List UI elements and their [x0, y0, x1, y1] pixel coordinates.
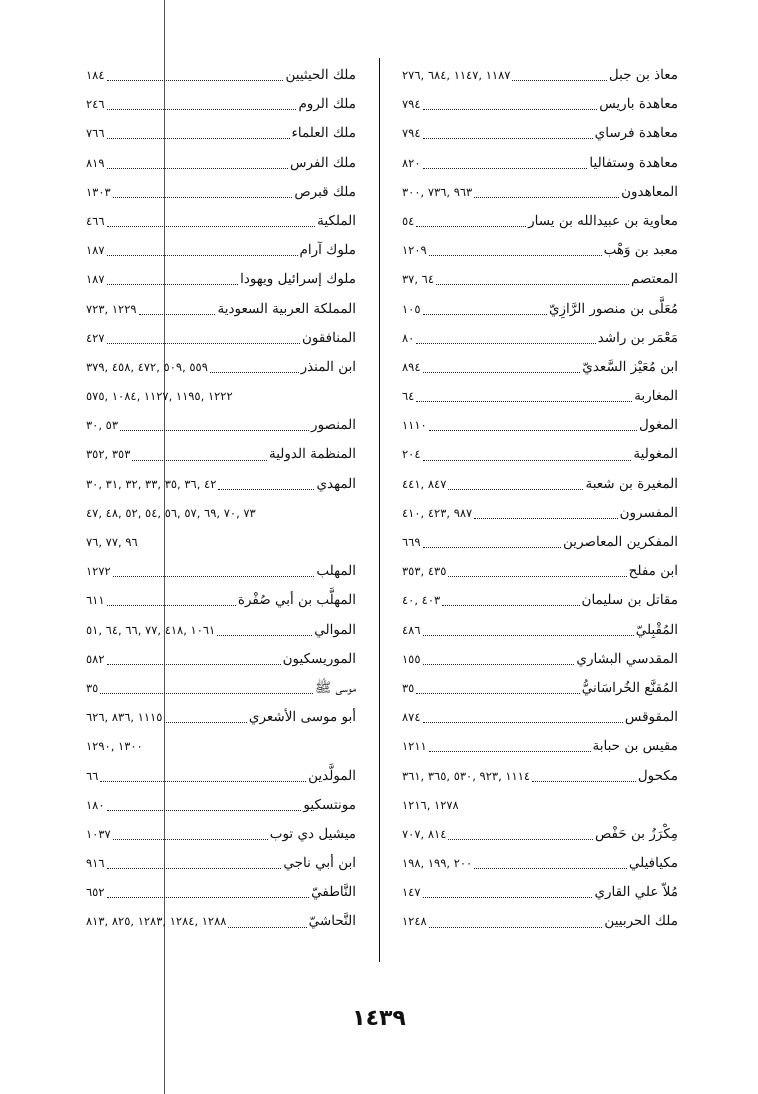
entry-name: المغاربة — [634, 388, 678, 405]
dot-leader — [100, 693, 312, 694]
entry-name: المنظمة الدولية — [268, 446, 356, 463]
entry-pages: ٢٠٤ — [402, 447, 421, 462]
index-entry — [402, 470, 678, 499]
entry-name: مَعْمَر بن راشد — [597, 329, 678, 346]
index-entry — [402, 382, 678, 411]
index-entry — [86, 440, 356, 469]
index-entry — [86, 411, 356, 440]
index-entry — [402, 907, 678, 936]
entry-pages: ١٢٤٨ — [402, 914, 427, 929]
dot-leader — [107, 868, 282, 869]
index-entry — [402, 557, 678, 586]
entry-name: المُقنَّع الخُراسَانيُّ — [581, 679, 678, 696]
entry-pages: ٨٠ — [402, 330, 415, 345]
index-entry — [86, 61, 356, 90]
entry-name: النَّاطفيّ — [311, 884, 356, 901]
entry-pages: ٧٦٦ — [86, 126, 105, 141]
entry-name: موسى ﷺ — [314, 679, 356, 696]
dot-leader — [107, 80, 284, 81]
index-entry — [86, 470, 356, 499]
index-entry — [402, 149, 678, 178]
entry-pages: ٨١٩ — [86, 155, 105, 170]
dot-leader — [100, 781, 306, 782]
index-entry — [86, 586, 356, 615]
index-entry — [402, 586, 678, 615]
dot-leader — [448, 839, 593, 840]
index-column-left — [86, 61, 356, 937]
dot-leader — [139, 314, 216, 315]
dot-leader — [423, 547, 562, 548]
entry-pages: ١٢٠٩ — [402, 243, 427, 258]
index-entry — [86, 645, 356, 674]
entry-name: المعاهدون — [621, 183, 678, 200]
index-entry — [402, 265, 678, 294]
dot-leader — [107, 109, 297, 110]
index-entry — [402, 353, 678, 382]
entry-pages: ٥٤ — [402, 213, 415, 228]
dot-leader — [429, 255, 602, 256]
dot-leader — [423, 635, 634, 636]
entry-pages: ١٨٤ — [86, 68, 105, 82]
index-entry — [86, 616, 356, 645]
dot-leader — [423, 372, 581, 373]
dot-leader — [107, 138, 290, 139]
entry-name: ملك الفرس — [290, 154, 356, 171]
entry-pages: ٣٥ — [86, 680, 99, 695]
entry-pages: ١٢٢٩ ,٧٢٣ — [86, 301, 137, 316]
entry-name: المعتصم — [631, 271, 678, 288]
index-entry — [86, 178, 356, 207]
entry-name: المنافقون — [301, 329, 356, 346]
entry-name: ميشيل دي توب — [269, 825, 356, 842]
dot-leader — [228, 927, 306, 928]
index-entry — [86, 557, 356, 586]
index-entry — [86, 265, 356, 294]
index-entry — [402, 324, 678, 353]
index-entry — [402, 295, 678, 324]
entry-name: ملك الروم — [298, 96, 356, 113]
entry-name: الموالي — [314, 621, 356, 638]
dot-leader — [423, 168, 588, 169]
index-entry — [86, 791, 356, 820]
dot-leader — [210, 372, 299, 373]
dot-leader — [113, 576, 315, 577]
entry-pages: ٨٤٧ ,٤٤١ — [402, 476, 447, 491]
dot-leader — [217, 635, 312, 636]
dot-leader — [416, 226, 526, 227]
entry-name: ملك قبرص — [294, 183, 356, 200]
index-entry — [86, 674, 356, 703]
entry-name: المنصور — [311, 417, 356, 434]
entry-name: المقوقس — [624, 709, 678, 726]
entry-name: المهلب — [316, 563, 356, 580]
entry-pages: ٨٩٤ — [402, 359, 421, 374]
index-entry — [402, 90, 678, 119]
entry-pages: ٥٥٩ ,٥٠٩ ,٤٧٢ ,٤٥٨ ,٣٧٩ — [86, 359, 208, 374]
dot-leader — [113, 839, 268, 840]
entry-pages: ١١٨٧ ,١١٤٧ ,٦٨٤ ,٢٧٦ — [402, 68, 511, 82]
entry-name: المغولية — [633, 446, 678, 463]
entry-pages: ٦٥٢ — [86, 885, 105, 900]
entry-pages: ١٥٥ — [402, 651, 421, 666]
index-entry — [402, 61, 678, 90]
entry-pages: ٦٤ — [402, 389, 415, 404]
index-entry — [402, 499, 678, 528]
dot-leader — [416, 693, 579, 694]
index-entry — [86, 119, 356, 148]
dot-leader — [423, 460, 632, 461]
dot-leader — [448, 489, 583, 490]
entry-name: مِكْرَزُ بن حَفْص — [595, 825, 678, 842]
entry-name: مونتسكيو — [303, 796, 356, 813]
dot-leader — [107, 226, 316, 227]
dot-leader — [474, 197, 619, 198]
entry-name: المغول — [639, 417, 678, 434]
index-entry — [86, 907, 356, 936]
index-entry — [86, 820, 356, 849]
index-entry — [402, 703, 678, 732]
entry-pages: ٦١١ — [86, 593, 105, 608]
dot-leader — [474, 518, 617, 519]
entry-pages: ١١١٠ — [402, 418, 427, 433]
entry-pages: ١٢٧٢ — [86, 564, 111, 579]
entry-name: معاهدة فرساي — [594, 125, 678, 142]
index-entry — [402, 645, 678, 674]
entry-name: الموريسكيون — [282, 650, 356, 667]
entry-name: مكيافيلي — [628, 855, 678, 872]
index-column-right — [402, 61, 678, 937]
entry-pages: ٦٤ ,٣٧ — [402, 272, 435, 287]
dot-leader — [423, 314, 547, 315]
entry-name: ابن مُعَيْز السَّعديّ — [582, 358, 678, 375]
index-entry — [402, 762, 678, 791]
entry-pages-continued: ٩٦ ,٧٧ ,٧٦ — [86, 535, 138, 549]
entry-pages: ٧٩٤ — [402, 97, 421, 112]
entry-pages: ٦٦٩ — [402, 535, 421, 549]
entry-pages: ٤٨٦ — [402, 622, 421, 637]
index-entry — [86, 353, 356, 382]
index-entry — [402, 411, 678, 440]
dot-leader — [218, 489, 314, 490]
entry-name: المولَّدين — [308, 767, 356, 784]
entry-pages: ١٨٧ — [86, 243, 105, 258]
entry-pages: ١٠٦١ ,٤١٨ ,٧٧ ,٦٦ ,٦٤ ,٥١ — [86, 622, 216, 637]
entry-name: المفسرون — [619, 504, 678, 521]
dot-leader — [113, 197, 293, 198]
dot-leader — [474, 868, 627, 869]
dot-leader — [107, 168, 288, 169]
dot-leader — [107, 810, 302, 811]
entry-name: مقاتل بن سليمان — [581, 592, 678, 609]
entry-pages-continued: ١٢٧٨ ,١٢١٦ — [402, 797, 459, 812]
entry-name: أبو موسى الأشعري — [248, 709, 356, 726]
entry-name: المفكرين المعاصرين — [563, 534, 678, 550]
index-entry — [86, 703, 356, 732]
entry-pages-continued: ٧٣ ,٧٠ ,٦٩ ,٥٧ ,٥٦ ,٥٤ ,٥٢ ,٤٨ ,٤٧ — [86, 505, 256, 520]
entry-name: مُلاّ علي القاري — [594, 884, 678, 901]
entry-pages: ٤٢٧ — [86, 330, 105, 345]
dot-leader — [132, 460, 267, 461]
entry-pages: ٨٢٠ — [402, 155, 421, 170]
entry-pages: ١٨٧ — [86, 272, 105, 287]
entry-pages: ١٠٥ — [402, 301, 421, 316]
index-entry — [402, 440, 678, 469]
entry-pages: ٥٨٢ — [86, 651, 105, 666]
entry-name: ملك الحربيين — [604, 913, 678, 930]
entry-name: مقيس بن حبابة — [592, 738, 678, 755]
entry-pages: ١٨٠ — [86, 797, 105, 812]
index-entry — [402, 207, 678, 236]
index-entry — [402, 119, 678, 148]
index-entry — [86, 90, 356, 119]
entry-name: الملكية — [317, 212, 356, 229]
entry-name: ملوك إسرائيل ويهودا — [240, 271, 356, 288]
index-entry — [402, 820, 678, 849]
index-entry — [86, 324, 356, 353]
entry-pages: ٦٦ — [86, 768, 99, 783]
index-entry — [86, 762, 356, 791]
dot-leader — [107, 343, 300, 344]
entry-name: معبد بن وَهْب — [603, 242, 678, 259]
index-entry — [402, 732, 678, 761]
dot-leader — [107, 284, 239, 285]
dot-leader — [423, 664, 575, 665]
index-entry — [402, 878, 678, 907]
entry-pages: ١٠٣٧ — [86, 826, 111, 841]
index-entry — [402, 528, 678, 557]
entry-name: ابن مفلح — [628, 563, 678, 580]
dot-leader — [416, 401, 632, 402]
entry-name: معاهدة وستفاليا — [589, 154, 678, 171]
dot-leader — [436, 284, 629, 285]
entry-pages: ٤٦٦ — [86, 213, 105, 228]
entry-pages: ٥٣ ,٣٠ — [86, 418, 119, 433]
entry-name: معاهدة باريس — [599, 96, 678, 113]
index-entry — [402, 236, 678, 265]
entry-pages: ٩٨٧ ,٤٢٣ ,٤١٠ — [402, 505, 473, 520]
entry-name: ملوك آرام — [299, 242, 356, 259]
entry-pages: ٩١٦ — [86, 856, 105, 871]
entry-name: معاوية بن عبيدالله بن يسار — [528, 212, 678, 229]
entry-name: ملك الحيثيين — [285, 67, 356, 83]
entry-name: المهلَّب بن أبي صُفْرة — [237, 592, 356, 609]
dot-leader — [423, 722, 623, 723]
dot-leader — [448, 576, 626, 577]
index-entry — [402, 178, 678, 207]
entry-pages: ١٢١١ — [402, 739, 427, 754]
index-entry — [86, 236, 356, 265]
entry-pages: ٤٣٥ ,٣٥٣ — [402, 564, 447, 579]
entry-name: المُقْبِليّ — [635, 621, 678, 638]
entry-pages: ٩٦٣ ,٧٣٦ ,٣٠٠ — [402, 184, 473, 199]
entry-pages-continued: ١٣٠٠ ,١٢٩٠ — [86, 739, 143, 754]
dot-leader — [429, 430, 637, 431]
entry-pages: ٤٠٣ ,٤٠ — [402, 593, 441, 608]
entry-name: معاذ بن جبل — [608, 67, 678, 83]
entry-name: ملك العلماء — [291, 125, 356, 142]
entry-pages: ٤٢ ,٣٦ ,٣٥ ,٣٣ ,٣٢ ,٣١ ,٣٠ — [86, 476, 217, 491]
dot-leader — [107, 897, 310, 898]
entry-pages: ١١١٥ ,٨٣٦ ,٦٢٦ — [86, 710, 163, 725]
entry-pages: ٧٩٤ — [402, 126, 421, 141]
index-entry — [402, 849, 678, 878]
dot-leader — [120, 430, 309, 431]
dot-leader — [107, 664, 281, 665]
dot-leader — [429, 751, 591, 752]
dot-leader — [107, 605, 236, 606]
dot-leader — [423, 109, 598, 110]
entry-pages: ٨١٤ ,٧٠٧ — [402, 826, 447, 841]
dot-leader — [512, 80, 606, 81]
index-entry — [86, 149, 356, 178]
entry-name: ابن المنذر — [300, 358, 356, 375]
dot-leader — [429, 927, 603, 928]
dot-leader — [107, 255, 298, 256]
entry-pages: ٣٥ — [402, 680, 415, 695]
dot-leader — [423, 138, 593, 139]
entry-name: مُعَلَّى بن منصور الرَّازِيّ — [548, 300, 678, 317]
entry-name: مكحول — [637, 767, 678, 784]
index-entry — [402, 616, 678, 645]
entry-pages: ١٣٠٣ — [86, 184, 111, 199]
index-entry — [402, 674, 678, 703]
entry-name: المغيرة بن شعبة — [585, 475, 678, 492]
entry-name: المهدي — [316, 475, 356, 492]
dot-leader — [532, 781, 636, 782]
entry-pages-continued: ١٢٢٢ ,١١٩٥ ,١١٢٧ ,١٠٨٤ ,٥٧٥ — [86, 389, 233, 404]
index-entry — [86, 849, 356, 878]
index-entry — [86, 207, 356, 236]
entry-pages: ٣٥٣ ,٣٥٢ — [86, 447, 131, 462]
entry-pages: ١٢٨٨ ,١٢٨٤ ,١٢٨٣ ,٨٢٥ ,٨١٣ — [86, 914, 227, 929]
entry-pages: ٢٤٦ — [86, 97, 105, 112]
index-entry — [86, 878, 356, 907]
dot-leader — [442, 605, 579, 606]
entry-name: ابن أبي ناجي — [283, 855, 356, 872]
entry-name: المملكة العربية السعودية — [217, 300, 356, 317]
entry-pages: ٨٧٤ — [402, 710, 421, 725]
entry-pages: ٢٠٠ ,١٩٩ ,١٩٨ — [402, 856, 473, 871]
entry-name: النَّحاشيّ — [308, 913, 356, 930]
dot-leader — [164, 722, 246, 723]
index-entry — [86, 295, 356, 324]
page-number: ١٤٣٩ — [352, 1006, 406, 1031]
entry-pages: ١١١٤ ,٩٢٣ ,٥٣٠ ,٣٦٥ ,٣٦١ — [402, 768, 531, 783]
entry-pages: ١٤٧ — [402, 885, 421, 900]
entry-name: المقدسي البشاري — [576, 650, 678, 667]
dot-leader — [416, 343, 595, 344]
column-divider — [379, 58, 380, 962]
dot-leader — [423, 897, 593, 898]
